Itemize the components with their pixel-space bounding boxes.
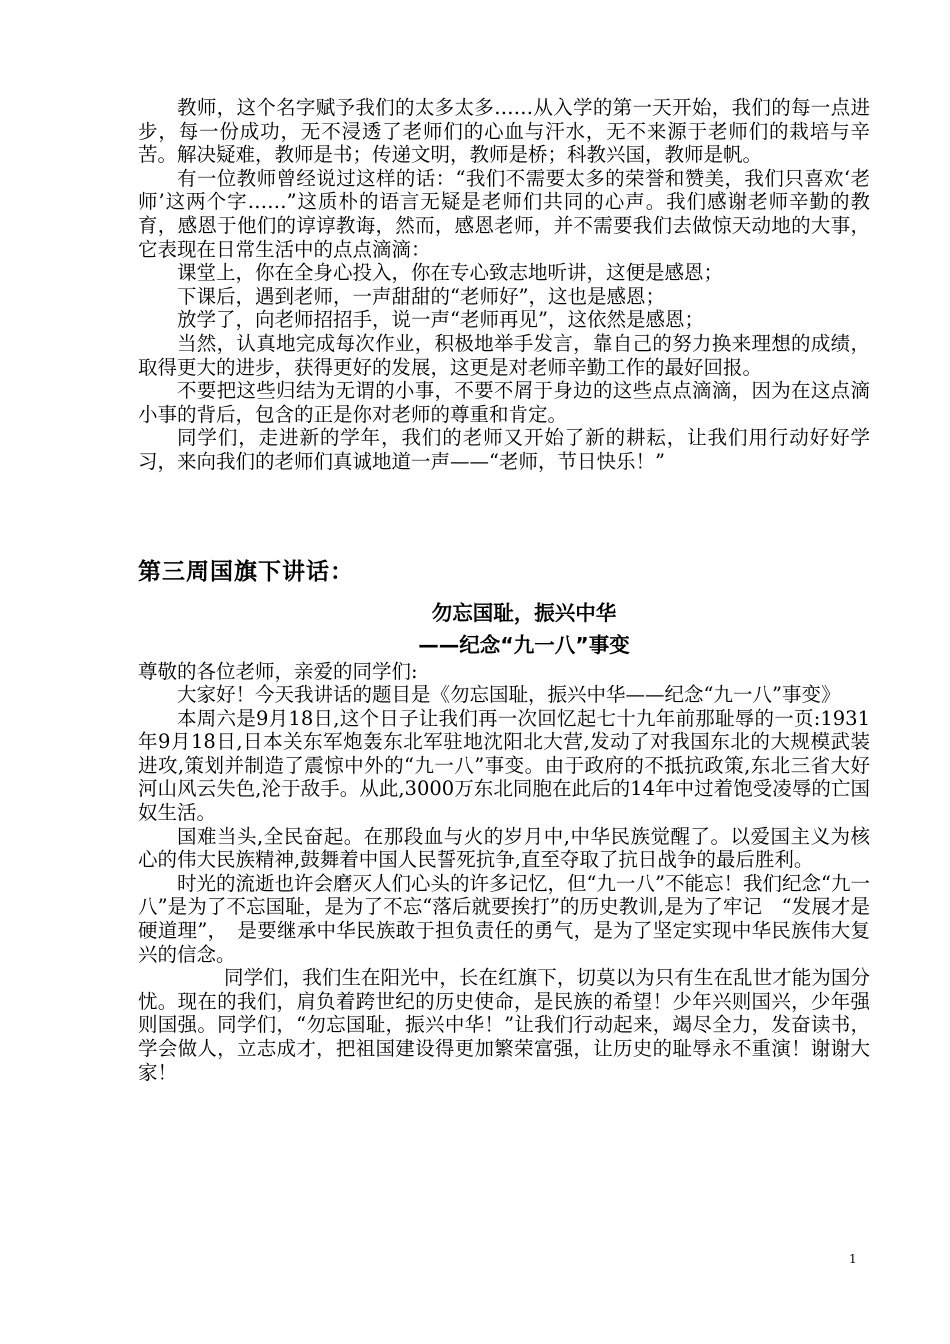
paragraph: 教师，这个名字赋予我们的太多太多……从入学的第一天开始，我们的每一点进步，每一份成功，无不浸透了老师们的心血与汗水，无不来源于老师们的栽培与辛苦。解决疑难，教师是书；传递文明，教师是桥；科教兴国，教师是帆。 [138, 96, 870, 167]
paragraph: 有一位教师曾经说过这样的话：“我们不需要太多的荣誉和赞美，我们只喜欢‘老师’这两个字……”这质朴的语言无疑是老师们共同的心声。我们感谢老师辛勤的教育，感恩于他们的谆谆教诲，然而，感恩老师，并不需要我们去做惊天动地的大事，它表现在日常生活中的点点滴滴： [138, 166, 870, 261]
section-title: 第三周国旗下讲话： [138, 558, 354, 585]
document-page [138, 96, 870, 1084]
paragraph: 时光的流逝也许会磨灭人们心头的许多记忆，但“九一八”不能忘！我们纪念“九一八”是为了不忘国耻，是为了不忘“落后就要挨打”的历史教训,是为了牢记 “发展才是硬道理”， 是要继承中华民族敢于担负责任的勇气，是为了坚定实现中华民族伟大复兴的信念。 [138, 871, 870, 966]
speech-greeting: 尊敬的各位老师，亲爱的同学们: [138, 659, 418, 683]
page-number: 1 [849, 1252, 857, 1266]
paragraph: 当然，认真地完成每次作业，积极地举手发言，靠自己的努力换来理想的成绩，取得更大的进步，获得更好的发展，这更是对老师辛勤工作的最好回报。 [138, 331, 870, 379]
paragraph: 国难当头,全民奋起。在那段血与火的岁月中,中华民族觉醒了。以爱国主义为核心的伟大民族精神,鼓舞着中国人民誓死抗争,直至夺取了抗日战争的最后胜利。 [138, 824, 870, 872]
paragraph: 同学们，走进新的学年，我们的老师又开始了新的耕耘，让我们用行动好好学习，来向我们的老师们真诚地道一声——“老师，节日快乐！” [138, 426, 870, 473]
paragraph: 大家好！今天我讲话的题目是《勿忘国耻，振兴中华——纪念“九一八”事变》 [177, 683, 841, 707]
speech-title: 勿忘国耻，振兴中华 [431, 600, 617, 625]
closing-paragraph: 同学们，我们生在阳光中，长在红旗下，切莫以为只有生在乱世才能为国分忧。现在的我们，肩负着跨世纪的历史使命，是民族的希望！少年兴则国兴，少年强则国强。同学们，“勿忘国耻，振兴中华！”让我们行动起来，竭尽全力，发奋读书，学会做人，立志成才，把祖国建设得更加繁荣富强，让历史的耻辱永不重演！谢谢大家！ [138, 966, 870, 1084]
paragraph: 课堂上，你在全身心投入，你在专心致志地听讲，这便是感恩； [177, 261, 724, 285]
speech-subtitle: ——纪念“九一八”事变 [418, 632, 630, 657]
paragraph: 放学了，向老师招招手，说一声“老师再见”，这依然是感恩； [177, 308, 704, 332]
paragraph: 本周六是9月18日,这个日子让我们再一次回忆起七十九年前那耻辱的一页:1931年9月18日,日本关东军炮轰东北军驻地沈阳北大营,发动了对我国东北的大规模武装进攻,策划并制造了震惊中外的“九一八”事变。由于政府的不抵抗政策,东北三省大好河山风云失色,沦于敌手。从此,3000万东北同胞在此后的14年中过着饱受凌辱的亡国奴生活。 [138, 706, 870, 825]
paragraph: 不要把这些归结为无谓的小事，不要不屑于身边的这些点点滴滴，因为在这点滴小事的背后，包含的正是你对老师的尊重和肯定。 [138, 379, 870, 426]
paragraph: 下课后，遇到老师，一声甜甜的“老师好”，这也是感恩； [177, 284, 665, 308]
